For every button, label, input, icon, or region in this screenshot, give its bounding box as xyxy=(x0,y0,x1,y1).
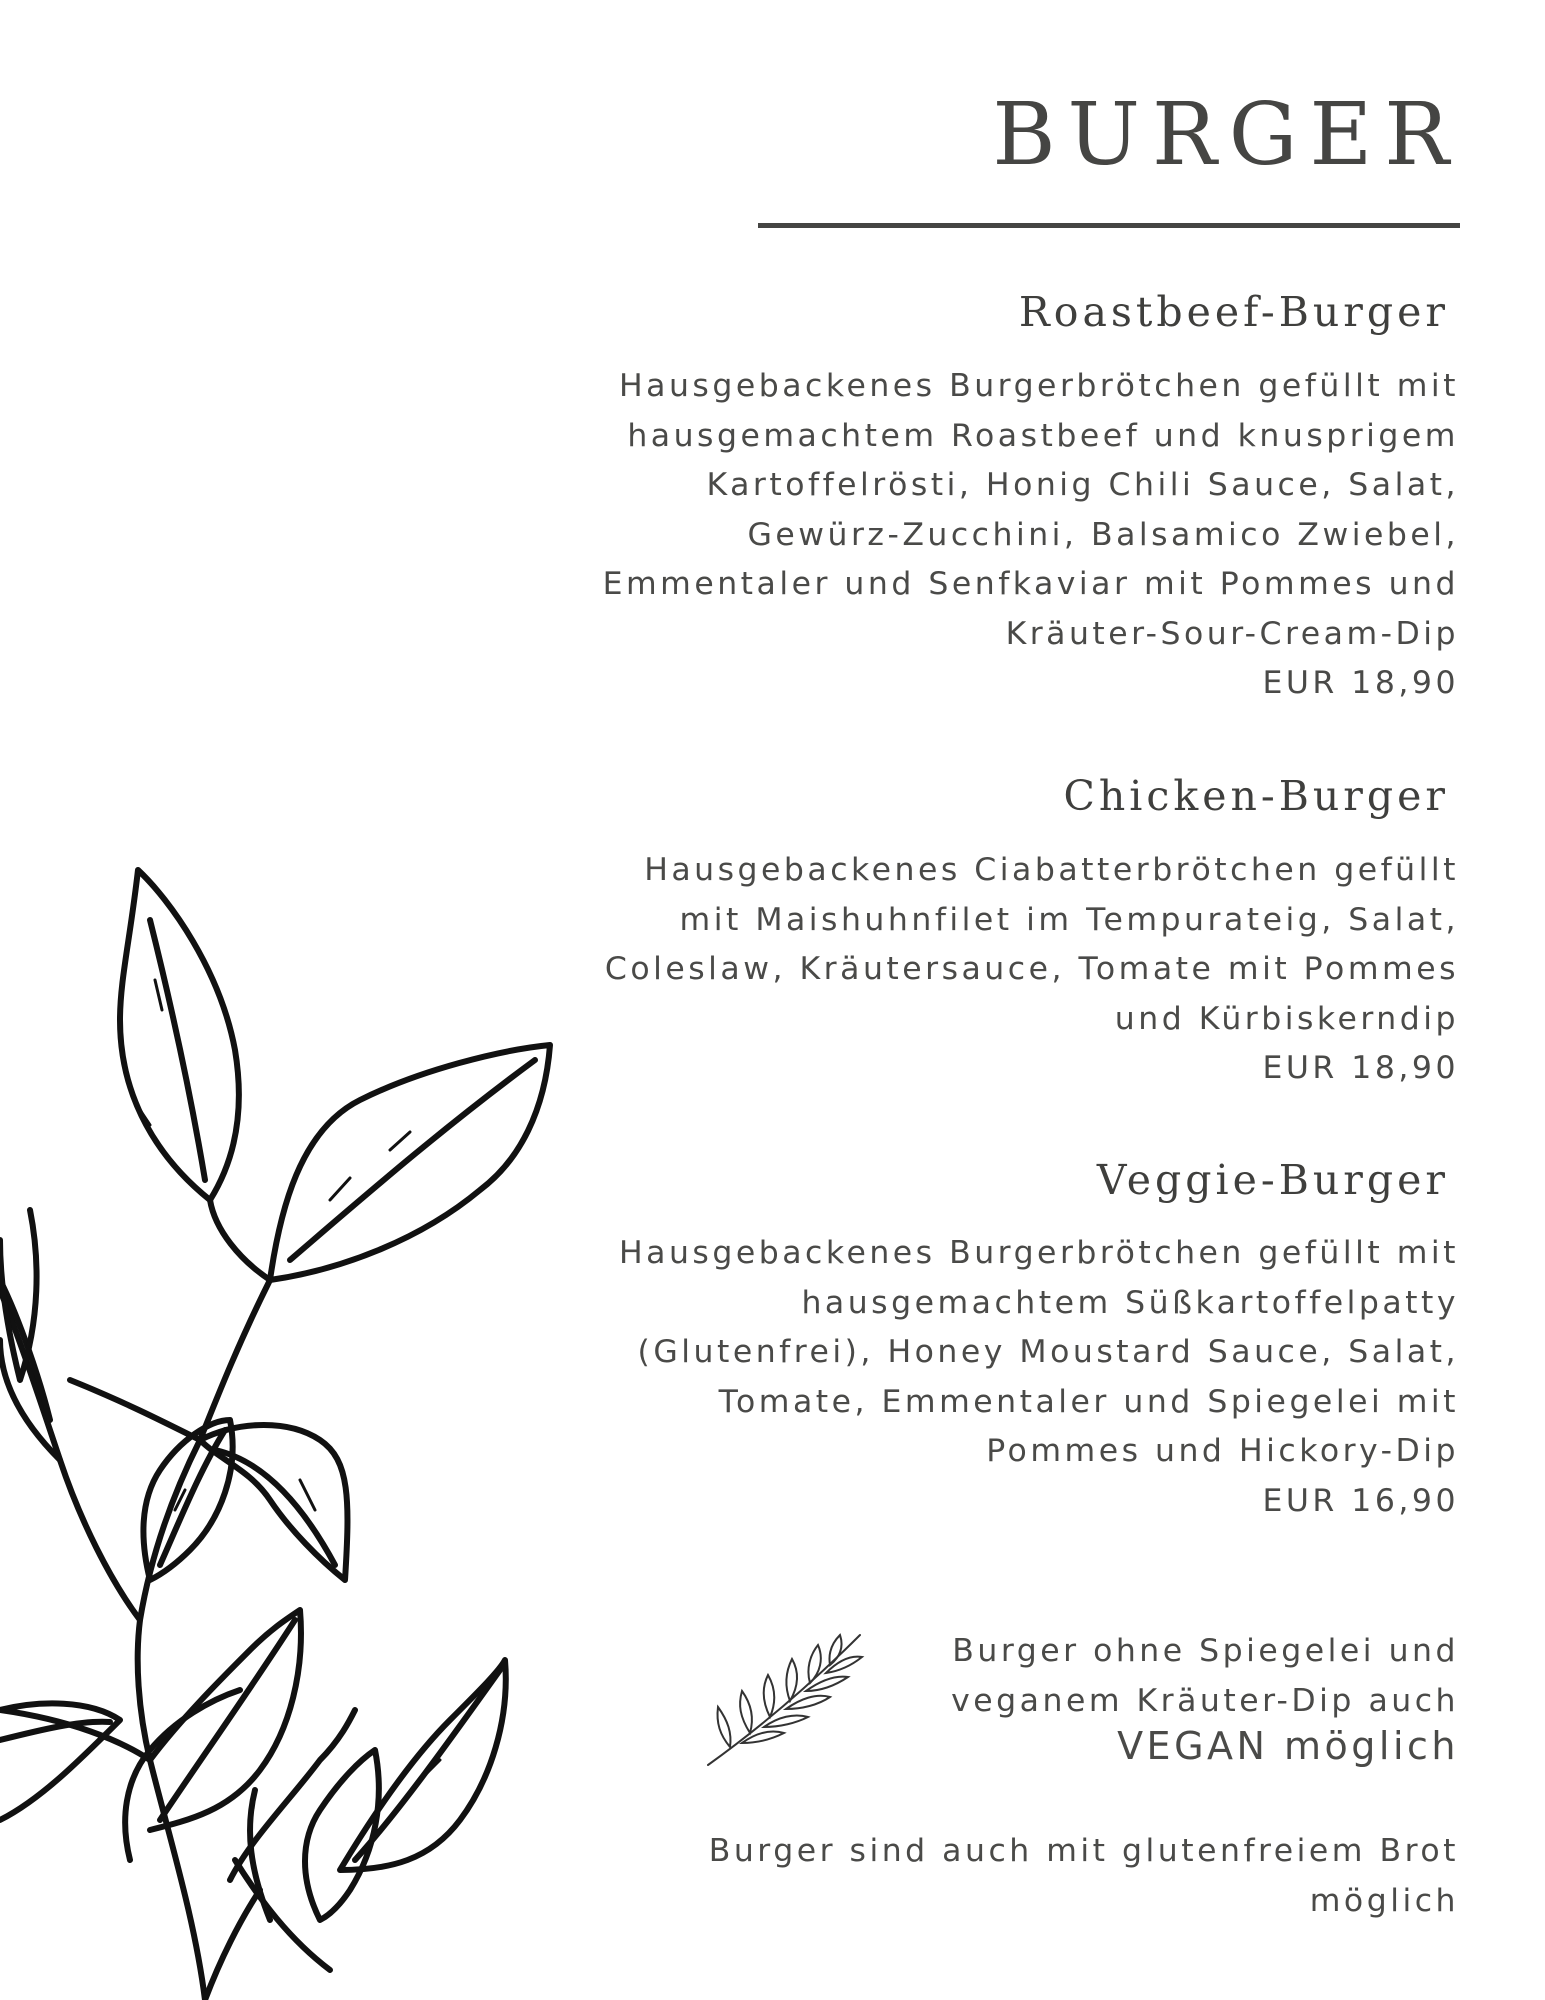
title-divider xyxy=(758,223,1460,228)
vegan-emphasis: VEGAN möglich xyxy=(1117,1724,1459,1768)
item-title-veggie: Veggie-Burger xyxy=(1096,1156,1449,1204)
vegan-note: Burger ohne Spiegelei und veganem Kräuter-Dip auch xyxy=(951,1633,1459,1719)
item-description-veggie: Hausgebackenes Burgerbrötchen gefüllt mit hausgemachtem Süßkartoffelpatty (Glutenfrei), Honey Moustard Sauce, Salat, Tomate, Emmentaler und Spiegelei mit Pommes und Hickory-Dip EUR 16,90 xyxy=(618,1235,1459,1519)
menu-title: BURGER xyxy=(992,85,1461,185)
sprig-icon xyxy=(700,1625,870,1775)
gluten-free-note: Burger sind auch mit glutenfreiem Brot möglich xyxy=(708,1833,1459,1919)
item-title-roastbeef: Roastbeef-Burger xyxy=(1018,288,1449,336)
item-description-roastbeef: Hausgebackenes Burgerbrötchen gefüllt mit hausgemachtem Roastbeef und knusprigem Kartoffelrösti, Honig Chili Sauce, Salat, Gewürz-Zucchini, Balsamico Zwiebel, Emmentaler und Senfkaviar mit Pommes und Kräuter-Sour-Cream-Dip EUR 18,90 xyxy=(602,368,1459,701)
item-description-chicken: Hausgebackenes Ciabatterbrötchen gefüllt mit Maishuhnfilet im Tempurateig, Salat, Coleslaw, Kräutersauce, Tomate mit Pommes und Kürbiskerndip EUR 18,90 xyxy=(604,852,1459,1086)
item-title-chicken: Chicken-Burger xyxy=(1063,772,1449,820)
botanical-leaves-illustration xyxy=(0,860,560,2000)
